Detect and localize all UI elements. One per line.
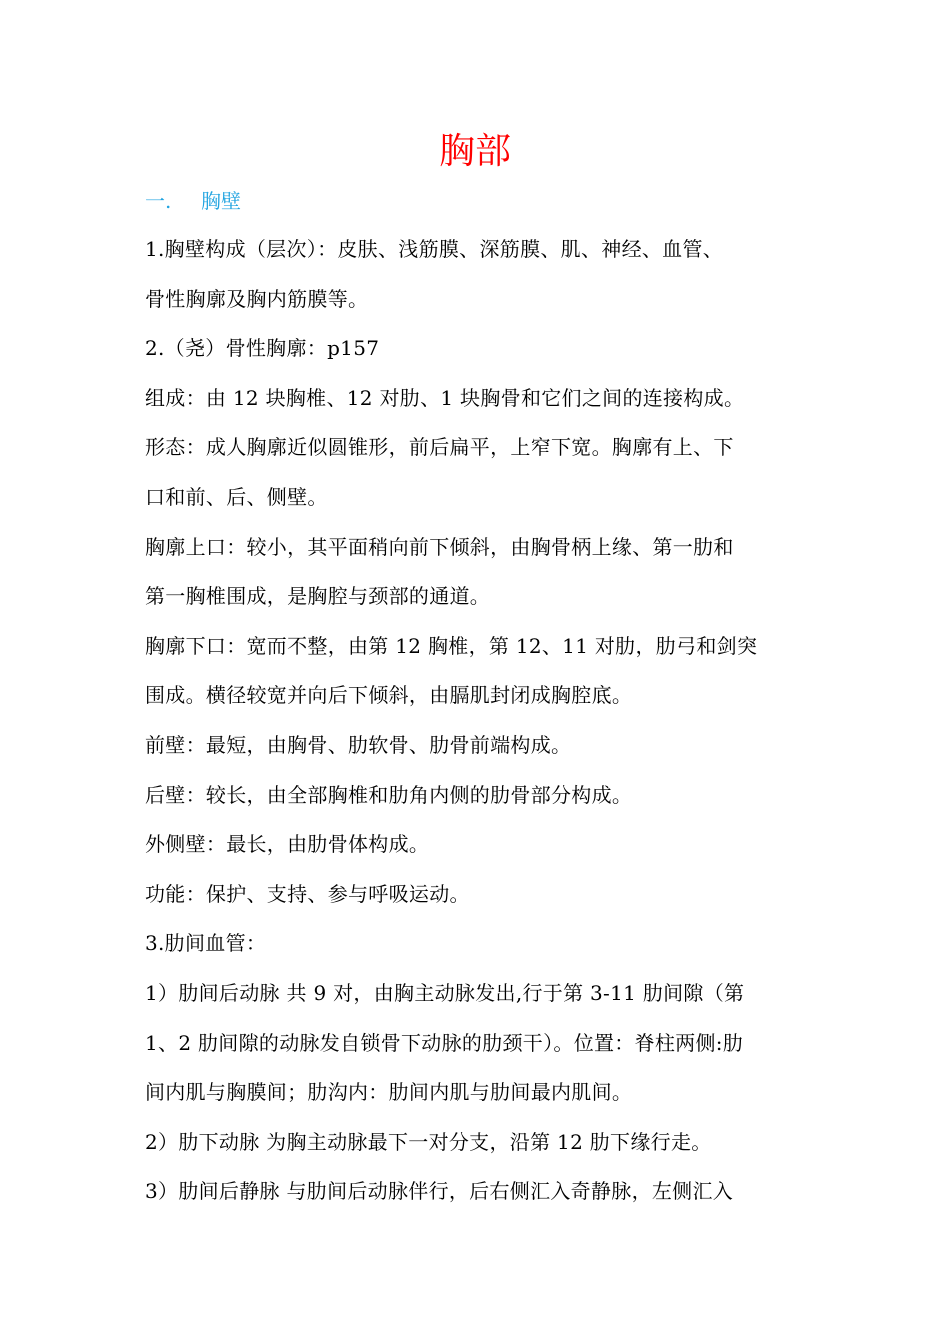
text-line: 3.肋间血管： <box>145 931 267 956</box>
section-heading <box>145 186 241 216</box>
page-title: 胸部 <box>438 131 511 172</box>
text-line: 1）肋间后动脉 共 9 对，由胸主动脉发出,行于第 3-11 肋间隙（第 <box>145 980 745 1005</box>
text-line: 外侧壁：最长，由肋骨体构成。 <box>145 832 430 857</box>
text-line: 第一胸椎围成，是胸腔与颈部的通道。 <box>145 584 491 609</box>
section-number: 一. <box>145 189 172 213</box>
text-line: 1.胸壁构成（层次）：皮肤、浅筋膜、深筋膜、肌、神经、血管、 <box>145 237 724 261</box>
text-line: 1、2 肋间隙的动脉发自锁骨下动脉的肋颈干）。位置：脊柱两侧:肋 <box>145 1030 744 1055</box>
text-line: 前壁：最短，由胸骨、肋软骨、肋骨前端构成。 <box>145 732 572 757</box>
text-line: 2.（尧）骨性胸廓：p157 <box>145 336 380 361</box>
text-line: 口和前、后、侧壁。 <box>145 484 328 509</box>
text-line: 胸廓上口：较小，其平面稍向前下倾斜，由胸骨柄上缘、第一肋和 <box>145 534 734 559</box>
text-line: 组成：由 12 块胸椎、12 对肋、1 块胸骨和它们之间的连接构成。 <box>145 385 745 410</box>
text-line: 3）肋间后静脉 与肋间后动脉伴行，后右侧汇入奇静脉，左侧汇入 <box>145 1179 734 1204</box>
text-line: 2）肋下动脉 为胸主动脉最下一对分支，沿第 12 肋下缘行走。 <box>145 1129 712 1154</box>
text-line: 形态：成人胸廓近似圆锥形，前后扁平，上窄下宽。胸廓有上、下 <box>145 435 734 460</box>
text-line: 后壁：较长，由全部胸椎和肋角内侧的肋骨部分构成。 <box>145 782 633 807</box>
document-body <box>145 225 810 1217</box>
text-line: 胸廓下口：宽而不整，由第 12 胸椎，第 12、11 对肋，肋弓和剑突 <box>145 633 758 658</box>
text-line: 间内肌与胸膜间；肋沟内：肋间内肌与肋间最内肌间。 <box>145 1080 633 1105</box>
text-line: 围成。横径较宽并向后下倾斜，由膈肌封闭成胸腔底。 <box>145 683 633 708</box>
text-line: 功能：保护、支持、参与呼吸运动。 <box>145 881 470 906</box>
text-line: 骨性胸廓及胸内筋膜等。 <box>145 286 369 311</box>
section-heading-text: 胸壁 <box>201 189 241 213</box>
